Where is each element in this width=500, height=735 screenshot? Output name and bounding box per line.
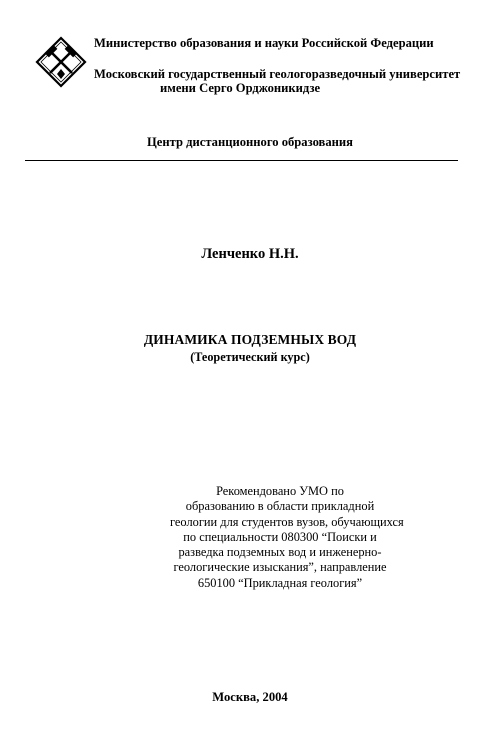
recommendation-line: образованию в области прикладной <box>185 499 375 514</box>
ministry-name: Министерство образования и науки Российской Федерации <box>94 36 434 50</box>
document-title: ДИНАМИКА ПОДЗЕМНЫХ ВОД <box>143 332 357 347</box>
document-subtitle: (Теоретический курс) <box>190 350 310 364</box>
recommendation-block <box>170 484 404 591</box>
recommendation-line: геологические изыскания”, направление <box>173 560 387 575</box>
recommendation-line: разведка подземных вод и инженерно- <box>178 545 382 560</box>
university-emblem-icon <box>35 36 87 88</box>
center-name: Центр дистанционного образования <box>146 135 353 149</box>
author-name: Ленченко Н.Н. <box>201 246 299 262</box>
university-name-line1: Московский государственный геологоразведочный университет <box>94 67 461 81</box>
header-divider <box>25 160 458 161</box>
city-year: Москва, 2004 <box>212 690 288 704</box>
recommendation-line: геологии для студентов вузов, обучающихся <box>170 514 404 529</box>
recommendation-line: Рекомендовано УМО по <box>216 484 344 498</box>
university-name-line2: имени Серго Орджоникидзе <box>160 81 321 95</box>
recommendation-line: по специальности 080300 “Поиски и <box>183 529 377 544</box>
recommendation-line: 650100 “Прикладная геология” <box>197 575 363 590</box>
